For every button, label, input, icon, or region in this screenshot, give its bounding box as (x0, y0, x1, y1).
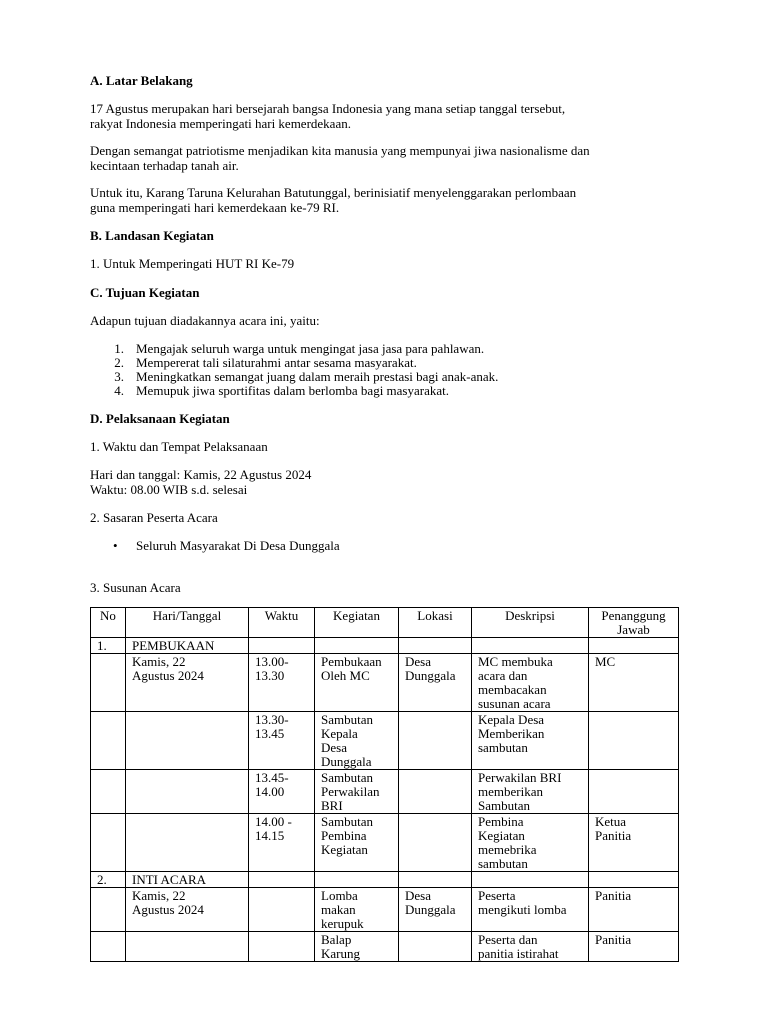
table-section-row (91, 872, 679, 888)
table-section-row (91, 638, 679, 654)
list-item: Meningkatkan semangat juang dalam meraih prestasi bagi anak-anak. (136, 369, 499, 384)
landasan-item: 1. Untuk Memperingati HUT RI Ke-79 (90, 256, 295, 271)
cell-kegiatan: Pembukaan Oleh MC (315, 654, 399, 712)
cell-waktu: 14.00 - 14.15 (249, 814, 315, 872)
cell-hari-tanggal: Kamis, 22 Agustus 2024 (126, 888, 249, 932)
cell-kegiatan: Balap Karung (315, 932, 399, 962)
cell-penanggung-jawab: Ketua Panitia (589, 814, 679, 872)
cell-kegiatan: Sambutan Perwakilan BRI (315, 770, 399, 814)
tujuan-intro: Adapun tujuan diadakannya acara ini, yaitu: (90, 313, 320, 328)
subsection-title: 1. Waktu dan Tempat Pelaksanaan (90, 439, 268, 454)
paragraph-line: Untuk itu, Karang Taruna Kelurahan Batutunggal, berinisiatif menyelenggarakan perlombaan (90, 185, 577, 200)
cell-deskripsi: Pembina Kegiatan memebrika sambutan (472, 814, 589, 872)
cell-waktu: 13.45- 14.00 (249, 770, 315, 814)
header-waktu: Waktu (249, 608, 315, 638)
paragraph-line: Dengan semangat patriotisme menjadikan kita manusia yang mempunyai jiwa nasionalisme dan (90, 143, 590, 158)
bullet-item: Seluruh Masyarakat Di Desa Dunggala (136, 538, 340, 553)
paragraph-line: 17 Agustus merupakan hari bersejarah bangsa Indonesia yang mana setiap tanggal tersebut, (90, 101, 566, 116)
subsection-title: 2. Sasaran Peserta Acara (90, 510, 218, 525)
cell-no: 2. (91, 872, 126, 888)
cell-penanggung-jawab: Panitia (589, 888, 679, 932)
paragraph-line: rakyat Indonesia memperingati hari kemerdekaan. (90, 116, 351, 131)
list-number: 1. (114, 341, 124, 356)
time-line: Waktu: 08.00 WIB s.d. selesai (90, 482, 248, 497)
paragraph-line: guna memperingati hari kemerdekaan ke-79 RI. (90, 200, 340, 215)
list-number: 3. (114, 369, 124, 384)
table-row (91, 654, 679, 712)
cell-deskripsi: Peserta dan panitia istirahat (472, 932, 589, 962)
list-item: Mengajak seluruh warga untuk mengingat jasa jasa para pahlawan. (136, 341, 485, 356)
section-a-heading: A. Latar Belakang (90, 73, 193, 88)
cell-section-label: PEMBUKAAN (126, 638, 249, 654)
section-c-heading: C. Tujuan Kegiatan (90, 285, 200, 300)
table-row (91, 712, 679, 770)
cell-hari-tanggal: Kamis, 22 Agustus 2024 (126, 654, 249, 712)
paragraph-line: kecintaan terhadap tanah air. (90, 158, 239, 173)
cell-kegiatan: Lomba makan kerupuk (315, 888, 399, 932)
cell-kegiatan: Sambutan Kepala Desa Dunggala (315, 712, 399, 770)
cell-lokasi: Desa Dunggala (399, 888, 472, 932)
cell-deskripsi: Kepala Desa Memberikan sambutan (472, 712, 589, 770)
table-row (91, 770, 679, 814)
table-row (91, 932, 679, 962)
cell-kegiatan: Sambutan Pembina Kegiatan (315, 814, 399, 872)
table-row (91, 814, 679, 872)
cell-waktu: 13.00- 13.30 (249, 654, 315, 712)
table-row (91, 888, 679, 932)
date-line: Hari dan tanggal: Kamis, 22 Agustus 2024 (90, 467, 312, 482)
list-number: 2. (114, 355, 124, 370)
list-item: Memupuk jiwa sportifitas dalam berlomba bagi masyarakat. (136, 383, 449, 398)
bullet-symbol: • (113, 538, 118, 553)
header-no: No (91, 608, 126, 638)
cell-lokasi: Desa Dunggala (399, 654, 472, 712)
cell-penanggung-jawab: MC (589, 654, 679, 712)
section-b-heading: B. Landasan Kegiatan (90, 228, 214, 243)
list-item: Mempererat tali silaturahmi antar sesama masyarakat. (136, 355, 417, 370)
cell-deskripsi: Peserta mengikuti lomba (472, 888, 589, 932)
cell-waktu: 13.30- 13.45 (249, 712, 315, 770)
header-lokasi: Lokasi (399, 608, 472, 638)
susunan-acara-table (90, 607, 679, 962)
cell-no: 1. (91, 638, 126, 654)
cell-deskripsi: Perwakilan BRI memberikan Sambutan (472, 770, 589, 814)
cell-section-label: INTI ACARA (126, 872, 249, 888)
header-hari-tanggal: Hari/Tanggal (126, 608, 249, 638)
cell-penanggung-jawab: Panitia (589, 932, 679, 962)
list-number: 4. (114, 383, 124, 398)
header-penanggung-jawab: Penanggung Jawab (589, 608, 679, 638)
cell-deskripsi: MC membuka acara dan membacakan susunan acara (472, 654, 589, 712)
header-kegiatan: Kegiatan (315, 608, 399, 638)
table-header-row (91, 608, 679, 638)
header-deskripsi: Deskripsi (472, 608, 589, 638)
section-d-heading: D. Pelaksanaan Kegiatan (90, 411, 230, 426)
subsection-title: 3. Susunan Acara (90, 580, 181, 595)
